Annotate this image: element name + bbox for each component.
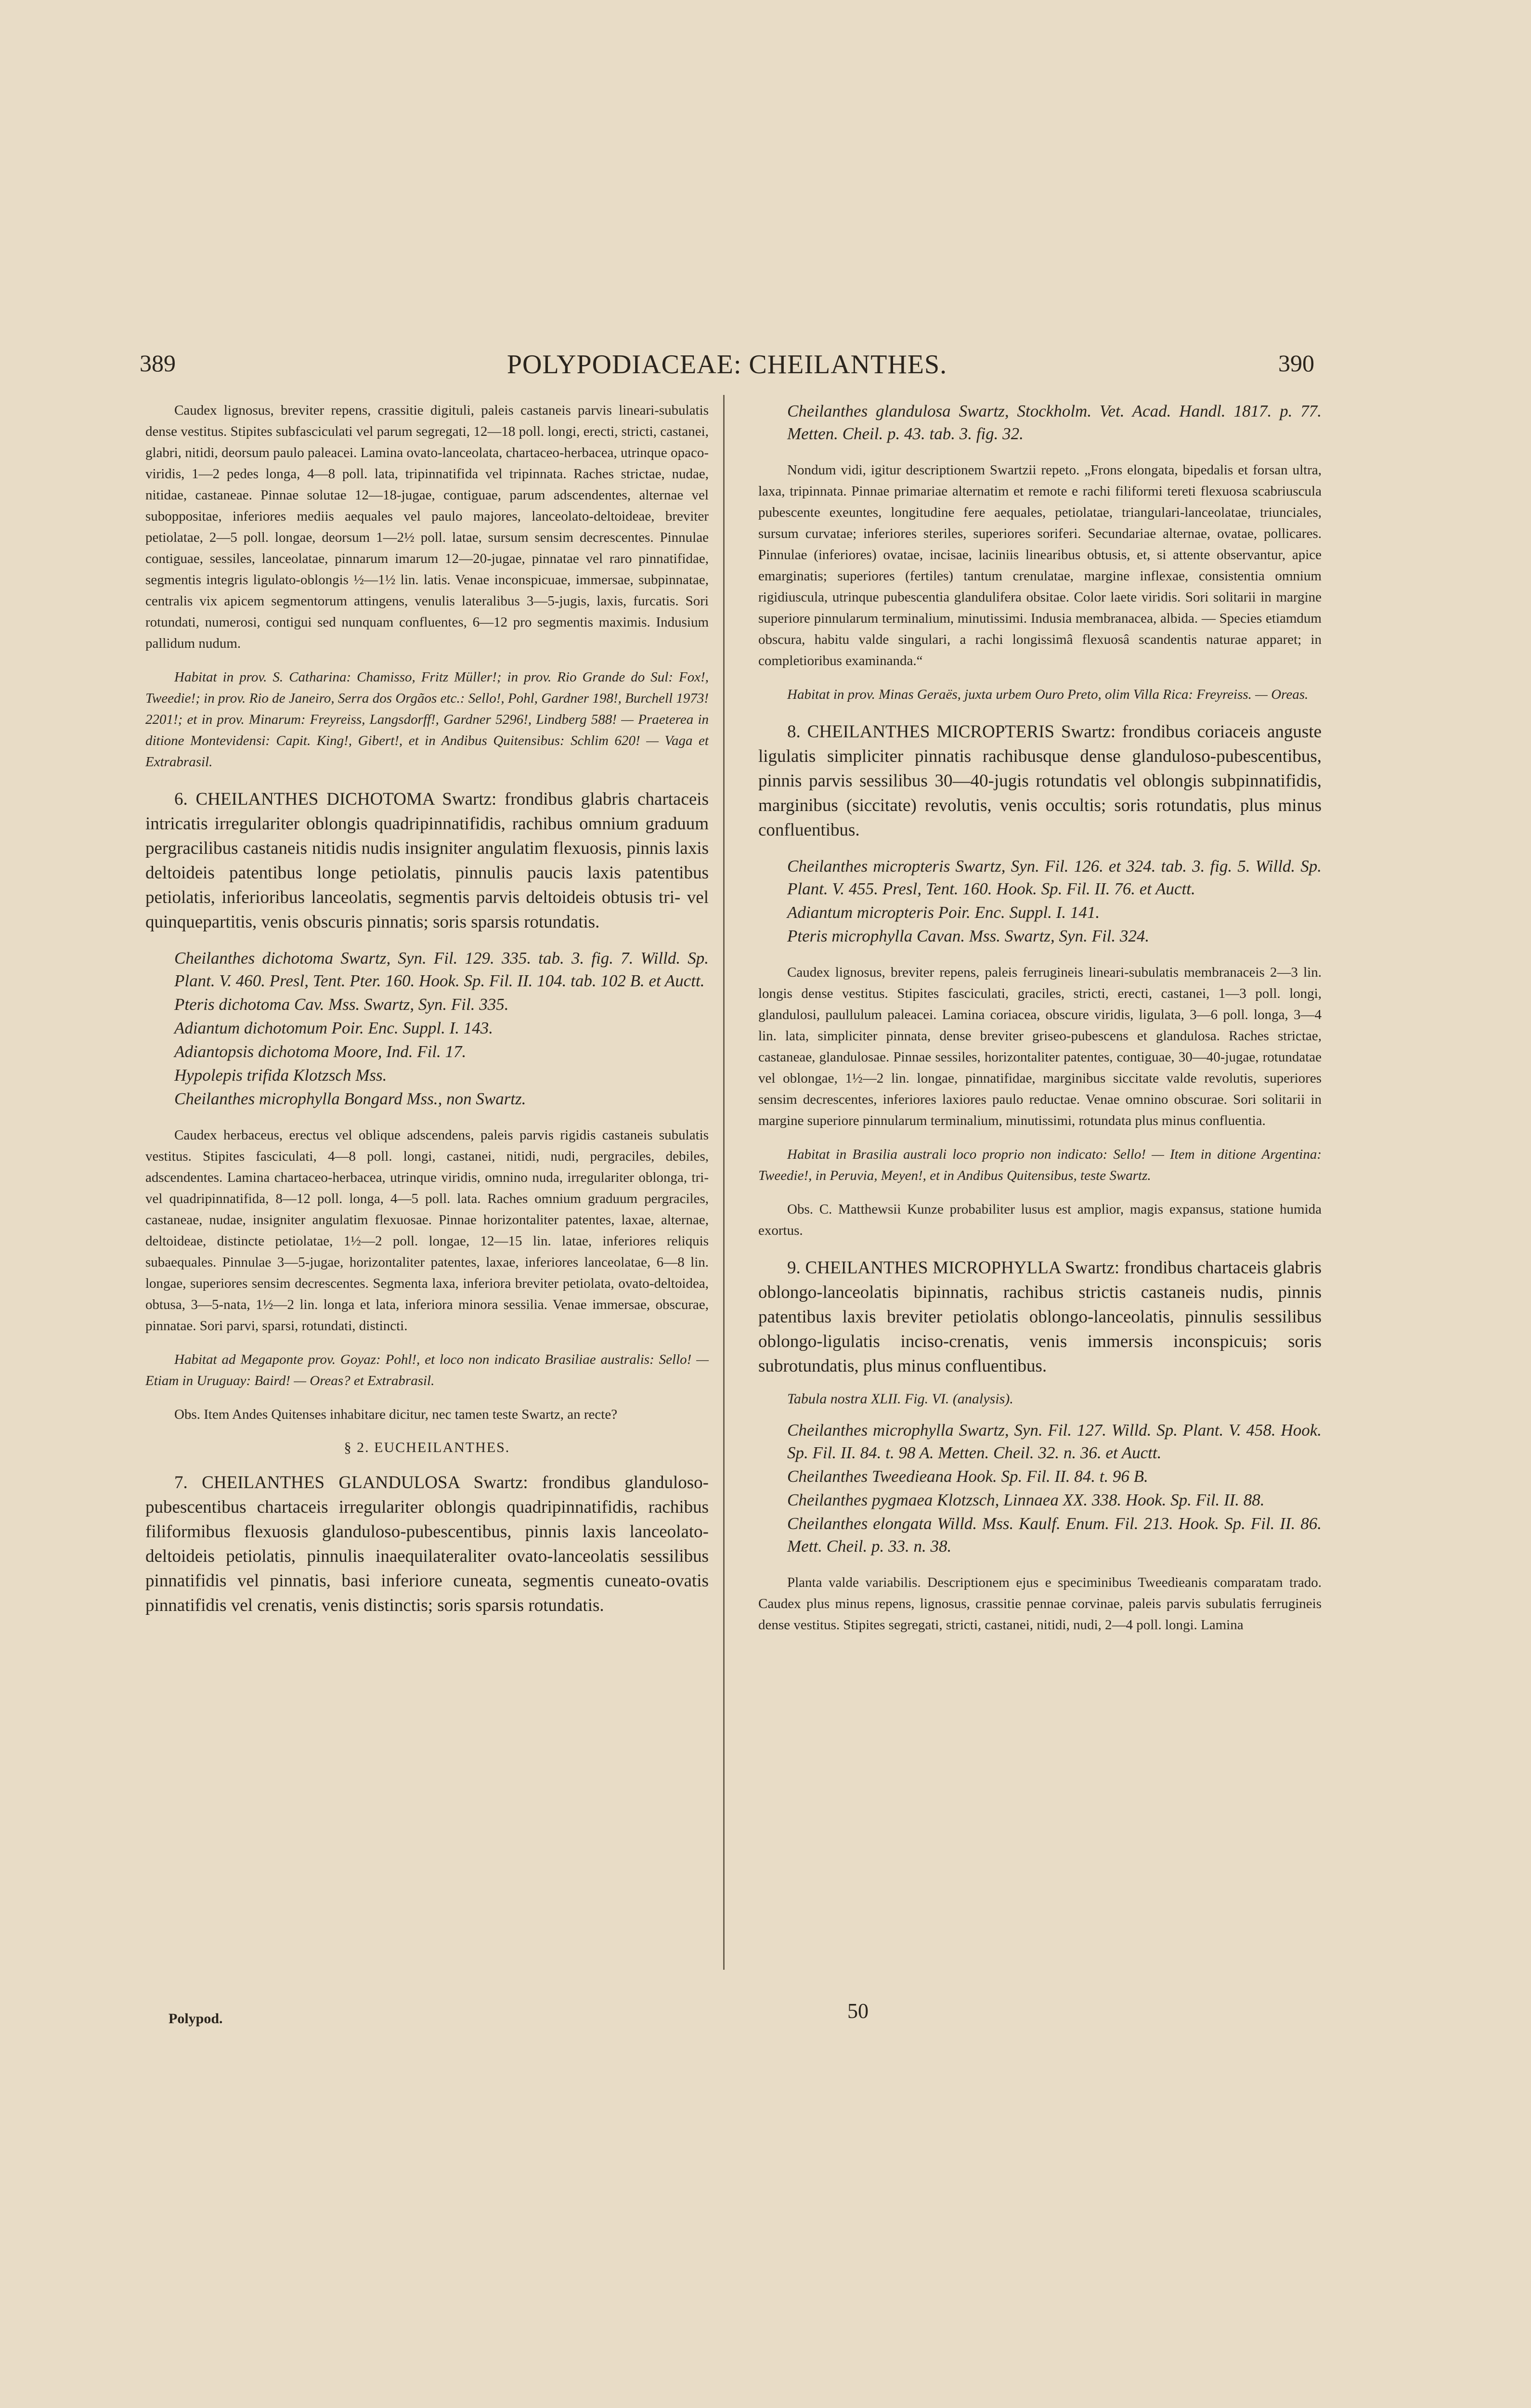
synonym-line: Cheilanthes dichotoma Swartz, Syn. Fil. 129. 335. tab. 3. fig. 7. Willd. Sp. Plant. V. 460. Presl, Tent. Pter. 160. Hook. Sp. Fil. II. 104. tab. 102 B. et Auctt. — [174, 949, 709, 990]
left-column — [145, 400, 709, 1630]
page-number-left: 389 — [140, 350, 176, 377]
synonym-line: Cheilanthes micropteris Swartz, Syn. Fil. 126. et 324. tab. 3. fig. 5. Willd. Sp. Plant. V. 455. Presl, Tent. 160. Hook. Sp. Fil. II. 76. et Auctt. — [787, 857, 1322, 898]
habitat-paragraph: Habitat in Brasilia australi loco proprio non indicato: Sello! — Item in ditione Argentina: Tweedie!, in Peruvia, Meyen!, et in Andibus Quitensibus, teste Swartz. — [758, 1147, 1322, 1183]
synonym-line: Cheilanthes Tweedieana Hook. Sp. Fil. II. 84. t. 96 B. — [787, 1467, 1148, 1486]
observation-paragraph: Obs. C. Matthewsii Kunze probabiliter lusus est amplior, magis expansus, statione humida exortus. — [758, 1202, 1322, 1238]
synonym-line: Pteris microphylla Cavan. Mss. Swartz, Syn. Fil. 324. — [787, 927, 1150, 945]
synonym-line: Cheilanthes glandulosa Swartz, Stockholm. Vet. Acad. Handl. 1817. p. 77. Metten. Cheil. p. 43. tab. 3. fig. 32. — [787, 402, 1322, 443]
plate-reference: Tabula nostra XLII. Fig. VI. (analysis). — [787, 1391, 1013, 1407]
synonym-line: Cheilanthes elongata Willd. Mss. Kaulf. Enum. Fil. 213. Hook. Sp. Fil. II. 86. Mett. Cheil. p. 33. n. 38. — [787, 1514, 1322, 1556]
synonym-line: Hypolepis trifida Klotzsch Mss. — [174, 1066, 387, 1085]
description-paragraph: Caudex lignosus, breviter repens, paleis ferrugineis lineari-subulatis membranaceis 2—3 lin. longis dense vestitus. Stipites fasciculati, graciles, stricti, erecti, castanei, 1—3 poll. longi, glandulosi, paullulum paleacei. Lamina coriacea, obscure viridis, ligulata, 3—6 poll. longa, 3—4 lin. lata, simpliciter pinnata, dense breviter griseo-pubescens et glandulosa. Raches strictae, castaneae, glandulosae. Pinnae sessiles, horizontaliter patentes, contiguae, 30—40-jugae, rotundatae vel oblongae, 1½—2 lin. longae, pinnatifidae, marginibus siccitate valde revolutis, superiores sensim decrescentes, inferiores laxiores paulo reductae. Venae omnino obscurae. Sori solitarii in margine superiore pinnularum terminalium, minutissimi, rotundata plus minus confluentia. — [758, 965, 1322, 1128]
synonym-line: Pteris dichotoma Cav. Mss. Swartz, Syn. Fil. 335. — [174, 995, 509, 1014]
synonym-line: Cheilanthes pygmaea Klotzsch, Linnaea XX. 338. Hook. Sp. Fil. II. 88. — [787, 1491, 1265, 1509]
signature-mark: Polypod. — [169, 2011, 223, 2027]
habitat-paragraph: Habitat in prov. S. Catharina: Chamisso, Fritz Müller!; in prov. Rio Grande do Sul: Fox!, Tweedie!; in prov. Rio de Janeiro, Serra dos Orgãos etc.: Sello!, Pohl, Gardner 198!, Burchell 1973! 2201!; et in prov. Minarum: Freyreiss, Langsdorff!, Gardner 5296!, Lindberg 588! — Praeterea in ditione Montevidensi: Capit. King!, Gibert!, et in Andibus Quitensibus: Schlim 620! — Vaga et Extrabrasil. — [145, 669, 709, 770]
running-header — [140, 349, 1314, 383]
species-8-diagnosis: 8. CHEILANTHES MICROPTERIS Swartz: frondibus coriaceis anguste ligulatis simpliciter pinnatis rachibusque dense glanduloso-pubescentibus, pinnis parvis sessilibus 30—40-jugis rotundatis vel oblongis subpinnatifidis, marginibus (siccitate) revolutis, venis occultis; soris rotundatis, plus minus confluentibus. — [758, 722, 1322, 840]
synonymy-6 — [145, 947, 709, 1110]
synonymy-9 — [758, 1419, 1322, 1557]
sheet-number: 50 — [847, 1999, 869, 2023]
running-title: POLYPODIACEAE: CHEILANTHES. — [506, 350, 947, 380]
species-7-diagnosis: 7. CHEILANTHES GLANDULOSA Swartz: frondibus glanduloso-pubescentibus chartaceis irregulariter oblongis quadripinnatifidis, rachibus filiformibus flexuosis glanduloso-pubescentibus, pinnis laxis lanceolato-deltoideis petiolatis, pinnulis inaequilateraliter ovato-lanceolatis sessilibus pinnatifidis vel pinnatis, basi inferiore cuneata, segmentis cuneato-ovatis pinnatifidis vel crenatis, venis distinctis; soris sparsis rotundatis. — [145, 1473, 709, 1615]
species-6-diagnosis: 6. CHEILANTHES DICHOTOMA Swartz: frondibus glabris chartaceis intricatis irregulariter oblongis quadripinnatifidis, rachibus omnium graduum pergracilibus castaneis nitidis nudis insigniter angulatim flexuosis, pinnis laxis deltoideis patentibus longe petiolatis, pinnulis paucis laxis patentibus petiolatis, inferioribus lanceolatis, segmentis parvis deltoideis obtusis tri- vel quinquepartitis, venis obscuris pinnatis; soris sparsis rotundatis. — [145, 789, 709, 932]
right-column — [758, 400, 1322, 1648]
habitat-paragraph: Habitat ad Megaponte prov. Goyaz: Pohl!, et loco non indicato Brasiliae australis: Sello! — Etiam in Uruguay: Baird! — Oreas? et Extrabrasil. — [145, 1352, 709, 1388]
description-paragraph: Nondum vidi, igitur descriptionem Swartzii repeto. „Frons elongata, bipedalis et forsan ultra, laxa, tripinnata. Pinnae primariae alternatim et remote e rachi filiformi tereti flexuosa scabriuscula pubescente exeuntes, longitudine fere aequales, petiolatae, triangulari-lanceolatae, triunciales, sursum curvatae; inferiores steriles, superiores soriferi. Secundariae alternae, ovatae, pollicares. Pinnulae (inferiores) ovatae, incisae, laciniis linearibus obtusis, et, si attente observantur, apice emarginatis; superiores (fertiles) tantum crenulatae, margine inflexae, consistentia omnium rigidiuscula, utrinque pubescentia glandulifera obsitae. Color laete viridis. Sori solitarii in margine superiore pinnularum terminalium, minutissimi. Indusia membranacea, albida. — Species etiamdum obscura, habitu valde singulari, a rachi longissimâ flexuosâ scandentis naturae apparet; in completioribus examinanda.“ — [758, 462, 1322, 668]
species-9-diagnosis: 9. CHEILANTHES MICROPHYLLA Swartz: frondibus chartaceis glabris oblongo-lanceolatis bipinnatis, rachibus strictis castaneis nudis, pinnis patentibus laxis breviter petiolatis oblongo-lanceolatis, pinnulis sessilibus oblongo-ligulatis inciso-crenatis, venis immersis inconspicuis; soris subrotundatis, plus minus confluentibus. — [758, 1258, 1322, 1376]
page-number-right: 390 — [1278, 350, 1314, 377]
description-paragraph: Caudex herbaceus, erectus vel oblique adscendens, paleis parvis rigidis castaneis subulatis vestitus. Stipites fasciculati, 4—8 poll. longi, castanei, nitidi, nudi, pergraciles, debiles, adscendentes. Lamina chartaceo-herbacea, utrinque viridis, omnino nuda, irregulariter oblonga, tri- vel quadripinnatifida, 8—12 poll. longa, 4—5 poll. lata. Raches omnium graduum pergraciles, castaneae, nudae, insigniter angulatim flexuosae. Pinnae horizontaliter patentes, laxae, alternae, deltoideae, distincte petiolatae, 1½—2 poll. longae, 12—15 lin. latae, inferiores reliquis subaequales. Pinnulae 3—5-jugae, horizontaliter patentes, laxae, inferiores lanceolatae, 6—8 lin. longae, superiores sensim decrescentes. Segmenta laxa, inferiora breviter petiolata, ovato-deltoidea, obtusa, 3—5-nata, 1½—2 lin. longa et lata, inferiora minora sessilia. Venae immersae, obscurae, pinnatae. Sori parvi, sparsi, rotundati, distincti. — [145, 1127, 709, 1334]
observation-paragraph: Obs. Item Andes Quitenses inhabitare dicitur, nec tamen teste Swartz, an recte? — [174, 1407, 618, 1422]
section-heading: § 2. EUCHEILANTHES. — [344, 1440, 510, 1455]
synonym-line: Cheilanthes microphylla Bongard Mss., non Swartz. — [174, 1089, 526, 1108]
synonymy-7 — [758, 400, 1322, 445]
synonymy-8 — [758, 855, 1322, 947]
synonym-line: Adiantopsis dichotoma Moore, Ind. Fil. 17. — [174, 1042, 467, 1061]
description-paragraph: Planta valde variabilis. Descriptionem ejus e speciminibus Tweedieanis comparatam trado. Caudex plus minus repens, lignosus, crassitie pennae corvinae, paleis parvis subulatis ferrugineis dense vestitus. Stipites segregati, stricti, castanei, nitidi, nudi, 2—4 poll. longi. Lamina — [758, 1575, 1322, 1633]
description-paragraph: Caudex lignosus, breviter repens, crassitie digituli, paleis castaneis parvis lineari-subulatis dense vestitus. Stipites subfasciculati vel parum segregati, 12—18 poll. longi, erecti, stricti, castanei, glabri, nitidi, deorsum paulo paleacei. Lamina ovato-lanceolata, chartaceo-herbacea, utrinque opaco-viridis, 1—2 pedes longa, 4—8 poll. lata, tripinnatifida vel tripinnata. Raches strictae, nudae, nitidae, castaneae. Pinnae solutae 12—18-jugae, contiguae, parum adscendentes, alternae vel suboppositae, inferiores mediis aequales vel paulo majores, lanceolato-deltoideae, breviter petiolatae, 2—5 poll. longae, deorsum 1—2½ poll. latae, sursum sensim decrescentes. Pinnulae contiguae, sessiles, lanceolatae, pinnarum imarum 12—20-jugae, pinnatae vel raro pinnatifidae, segmentis integris ligulato-oblongis ½—1½ lin. latis. Venae inconspicuae, immersae, subpinnatae, centralis vix apicem segmentorum attingens, venulis lateralibus 3—5-jugis, laxis, furcatis. Sori rotundati, numerosi, contigui sed nunquam confluentes, 6—12 pro segmentis maximis. Indusium pallidum nudum. — [145, 403, 709, 651]
synonym-line: Adiantum micropteris Poir. Enc. Suppl. I. 141. — [787, 903, 1100, 922]
synonym-line: Cheilanthes microphylla Swartz, Syn. Fil. 127. Willd. Sp. Plant. V. 458. Hook. Sp. Fil. II. 84. t. 98 A. Metten. Cheil. 32. n. 36. et Auctt. — [787, 1421, 1322, 1462]
habitat-paragraph: Habitat in prov. Minas Geraës, juxta urbem Ouro Preto, olim Villa Rica: Freyreiss. — Oreas. — [787, 687, 1309, 702]
synonym-line: Adiantum dichotomum Poir. Enc. Suppl. I. 143. — [174, 1019, 493, 1037]
column-divider — [723, 395, 725, 1970]
